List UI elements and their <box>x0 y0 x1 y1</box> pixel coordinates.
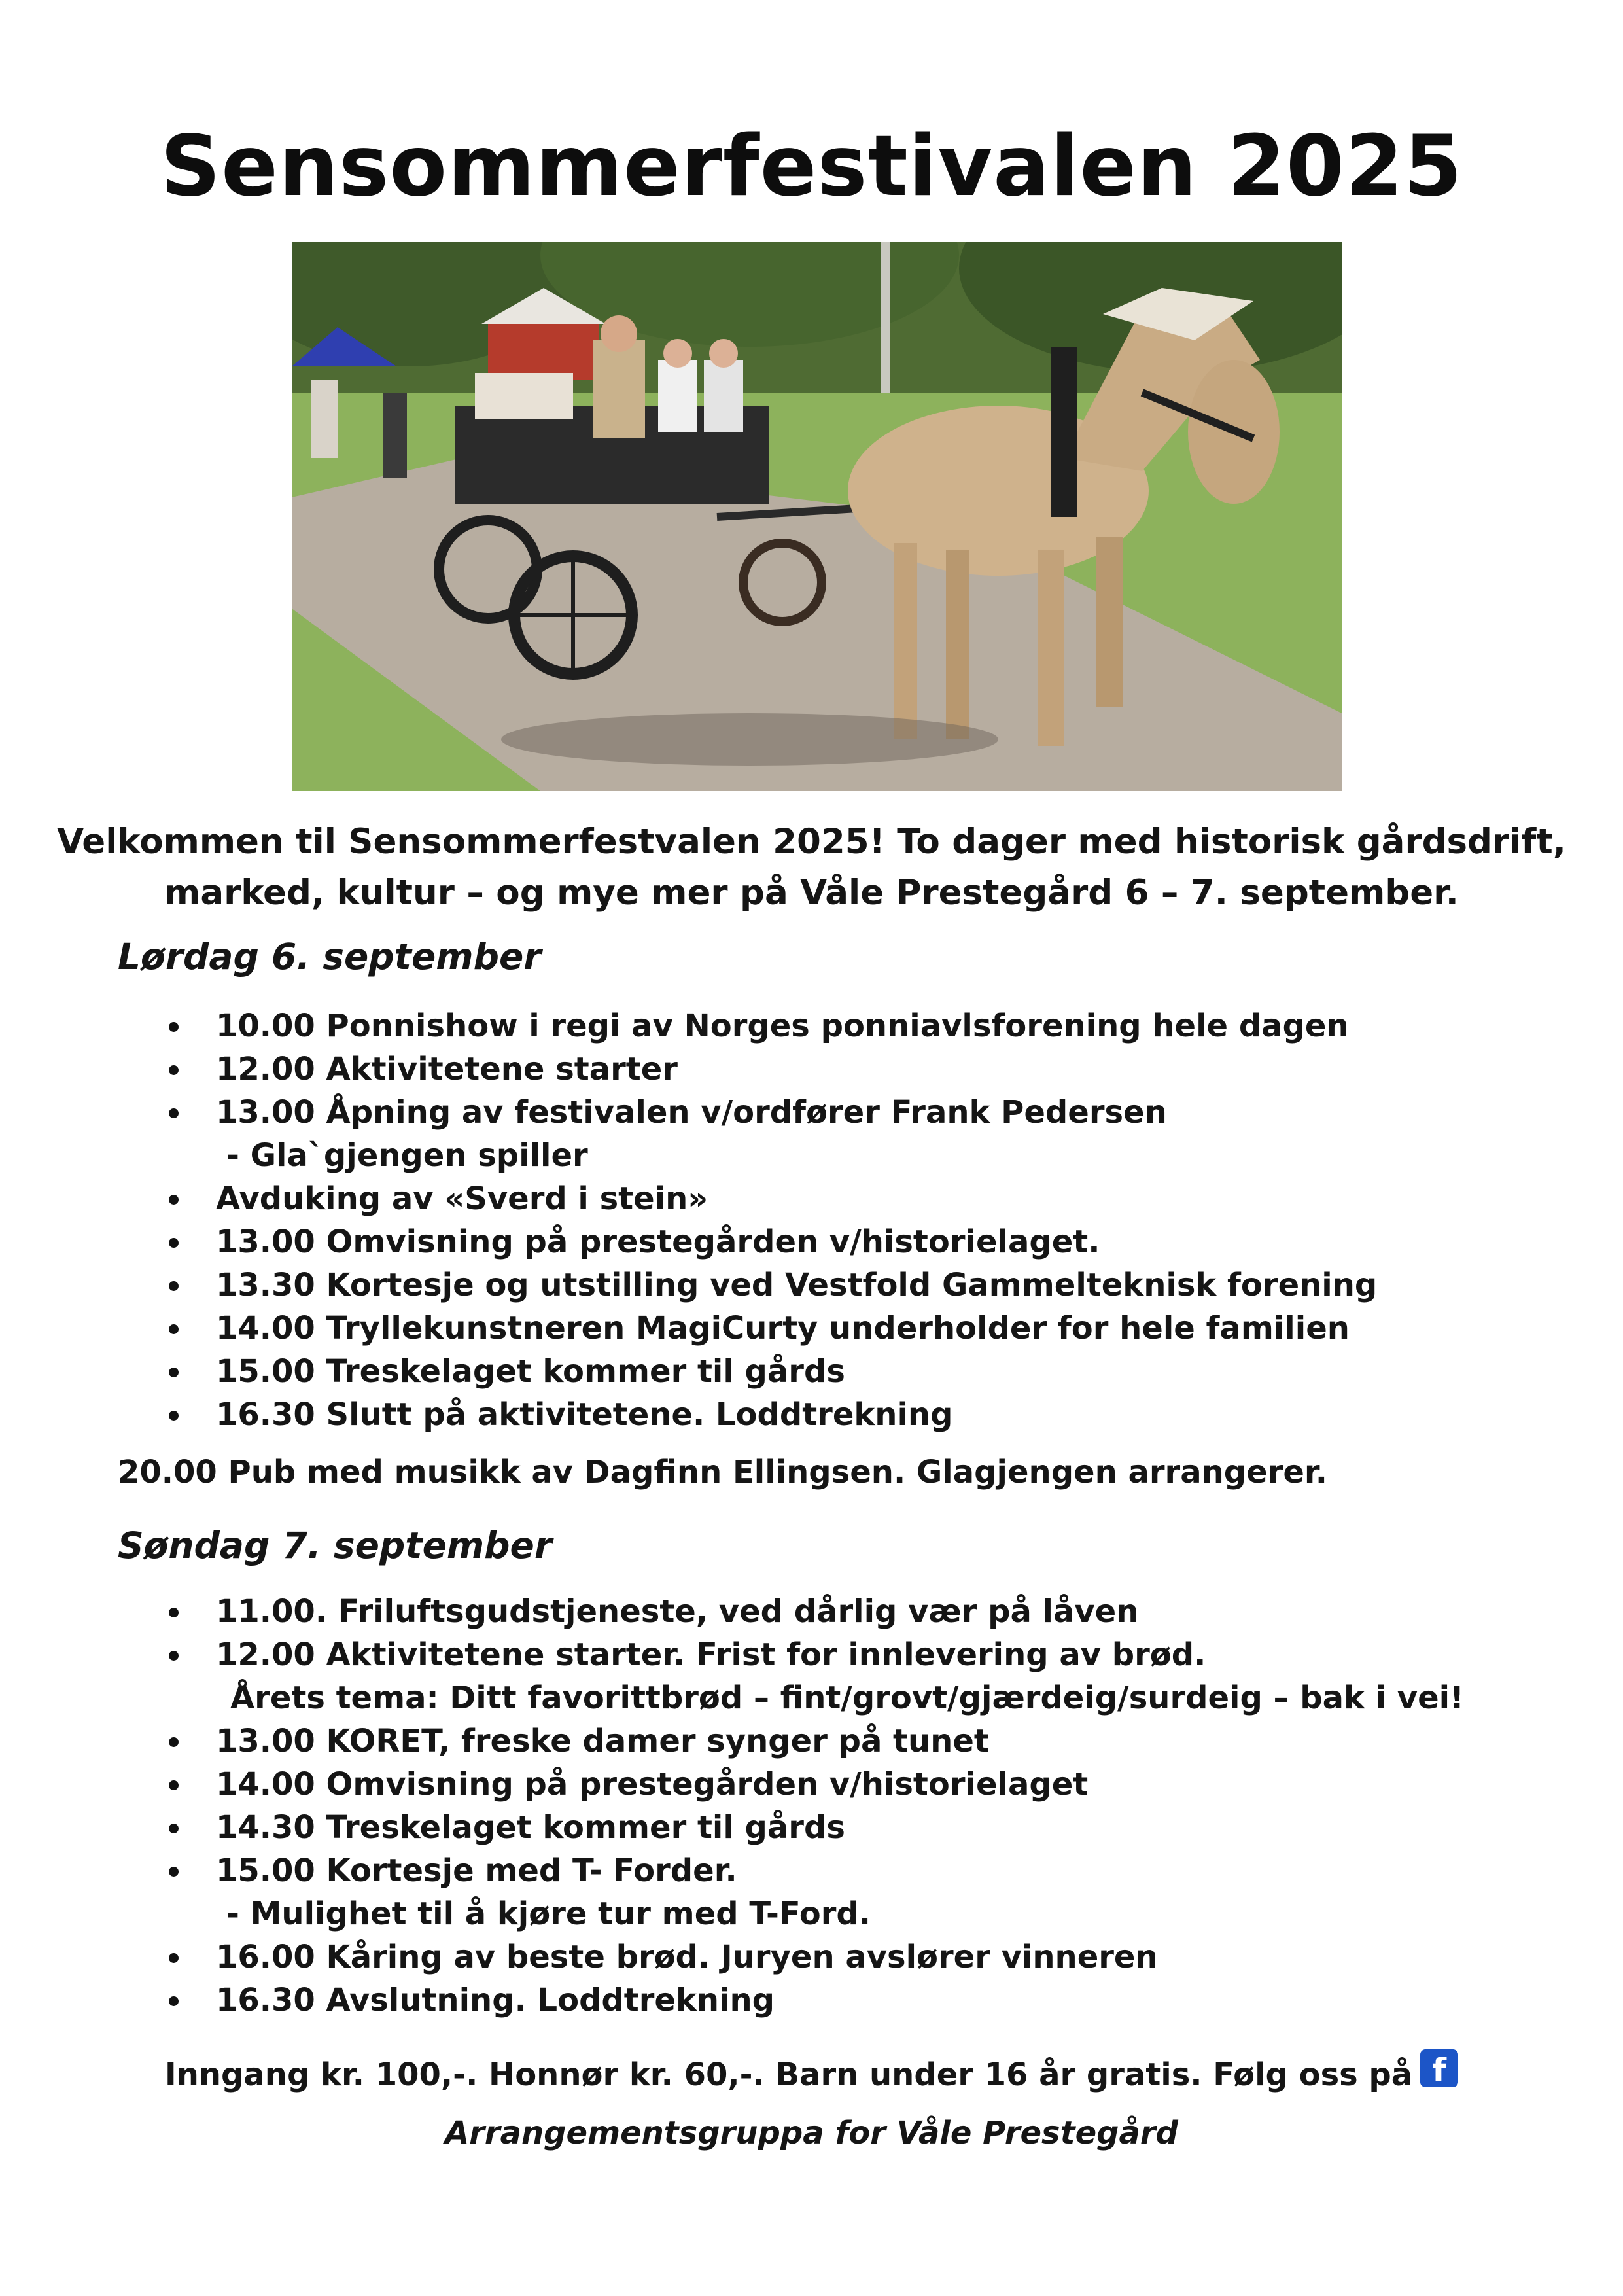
list-item-sub: - Mulighet til å kjøre tur med T-Ford. <box>226 1896 871 1932</box>
list-item: 12.00 Aktivitetene starter <box>164 1048 1377 1091</box>
list-item: 13.30 Kortesje og utstilling ved Vestfold Gammelteknisk forening <box>164 1263 1377 1307</box>
intro-line: marked, kultur – og mye mer på Våle Prestegård 6 – 7. september. <box>164 873 1459 913</box>
saturday-events <box>164 1004 1377 1436</box>
list-item: 12.00 Aktivitetene starter. Frist for innlevering av brød. Årets tema: Ditt favorittbrød – fint/grovt/gjærdeig/surdeig – bak i vei! <box>164 1633 1464 1720</box>
sunday-heading: Søndag 7. september <box>118 1525 552 1566</box>
list-item-sub: - Gla`gjengen spiller <box>226 1137 588 1174</box>
list-item: 16.30 Slutt på aktivitetene. Loddtrekning <box>164 1393 1377 1436</box>
list-item: 14.00 Tryllekunstneren MagiCurty underholder for hele familien <box>164 1307 1377 1350</box>
organizer-signature: Arrangementsgruppa for Våle Prestegård <box>445 2115 1178 2151</box>
list-item: 15.00 Treskelaget kommer til gårds <box>164 1350 1377 1393</box>
sunday-events <box>164 1590 1464 2022</box>
list-item: 14.00 Omvisning på prestegården v/historielaget <box>164 1763 1464 1806</box>
admission-info <box>0 2049 1623 2093</box>
intro-line: Velkommen til Sensommerfestvalen 2025! To dager med historisk gårdsdrift, <box>57 822 1566 862</box>
page-title: Sensommerfestivalen 2025 <box>160 118 1463 215</box>
saturday-heading: Lørdag 6. september <box>118 936 542 978</box>
list-item: 13.00 Åpning av festivalen v/ordfører Frank Pedersen - Gla`gjengen spiller <box>164 1091 1377 1177</box>
list-item: 16.00 Kåring av beste brød. Juryen avslører vinneren <box>164 1935 1464 1979</box>
list-item: 11.00. Friluftsgudstjeneste, ved dårlig vær på låven <box>164 1590 1464 1633</box>
intro-text <box>0 817 1623 919</box>
horse-carriage-photo <box>292 242 1342 791</box>
list-item: 10.00 Ponnishow i regi av Norges ponniavlsforening hele dagen <box>164 1004 1377 1048</box>
admission-text: Inngang kr. 100,-. Honnør kr. 60,-. Barn under 16 år gratis. Følg oss på <box>164 2057 1413 2093</box>
facebook-icon[interactable]: f <box>1420 2049 1458 2087</box>
list-item: Avduking av «Sverd i stein» <box>164 1177 1377 1220</box>
list-item: 13.00 KORET, freske damer synger på tunet <box>164 1720 1464 1763</box>
pub-event: 20.00 Pub med musikk av Dagfinn Ellingsen. Glagjengen arrangerer. <box>118 1454 1327 1491</box>
list-item: 14.30 Treskelaget kommer til gårds <box>164 1806 1464 1849</box>
list-item-sub: Årets tema: Ditt favorittbrød – fint/grovt/gjærdeig/surdeig – bak i vei! <box>230 1680 1464 1716</box>
list-item: 15.00 Kortesje med T- Forder. - Mulighet til å kjøre tur med T-Ford. <box>164 1849 1464 1935</box>
list-item: 13.00 Omvisning på prestegården v/historielaget. <box>164 1220 1377 1263</box>
list-item: 16.30 Avslutning. Loddtrekning <box>164 1979 1464 2022</box>
